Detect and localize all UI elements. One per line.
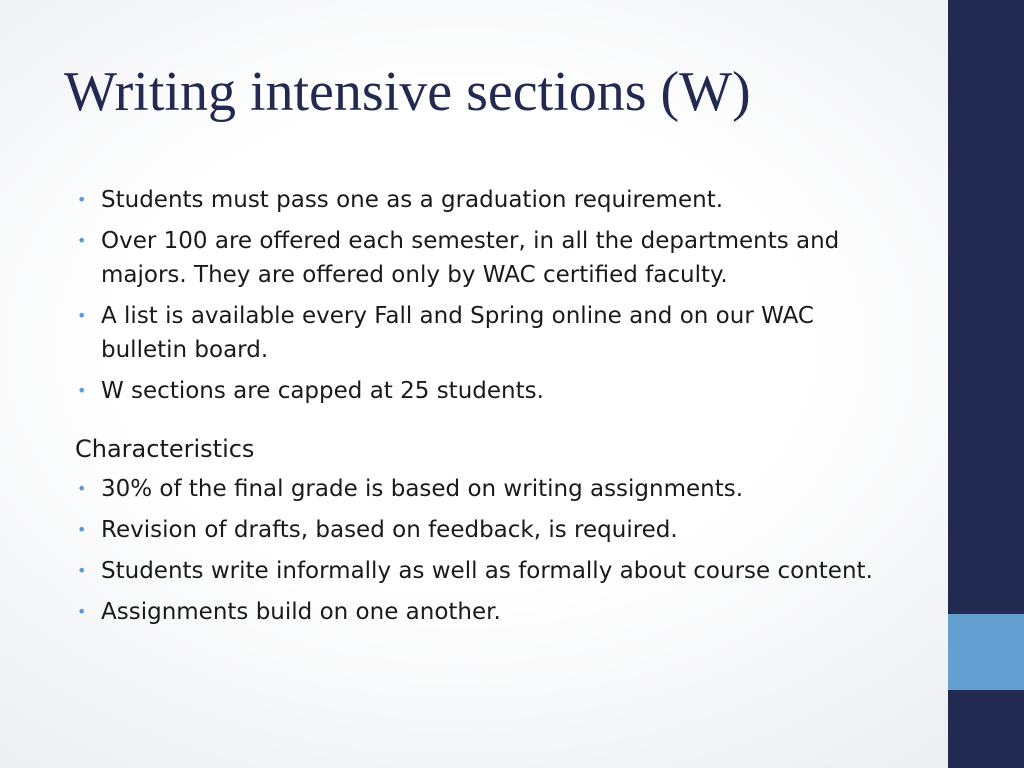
slide-title: Writing intensive sections (W): [64, 61, 751, 123]
bullet-dot-icon: •: [77, 520, 87, 539]
list-item-text: 30% of the final grade is based on writing assignments.: [101, 476, 744, 502]
slide-content: [75, 183, 895, 636]
list-item: [75, 513, 895, 547]
requirements-list: [75, 183, 895, 408]
list-item-text: Over 100 are offered each semester, in all the departments and majors. They are offered only by WAC certified faculty.: [101, 228, 840, 288]
list-item-text: Students write informally as well as formally about course content.: [101, 558, 873, 584]
bullet-dot-icon: •: [77, 561, 87, 580]
list-item-text: Students must pass one as a graduation requirement.: [101, 187, 724, 213]
list-item: [75, 472, 895, 506]
characteristics-heading: Characteristics: [75, 435, 255, 463]
list-item-text: W sections are capped at 25 students.: [101, 378, 544, 404]
bullet-dot-icon: •: [77, 602, 87, 621]
list-item-text: Assignments build on one another.: [101, 599, 501, 625]
list-item: [75, 374, 895, 408]
list-item: [75, 299, 895, 367]
list-item: [75, 554, 895, 588]
bullet-dot-icon: •: [77, 479, 87, 498]
bullet-dot-icon: •: [77, 190, 87, 209]
list-item-text: Revision of drafts, based on feedback, is required.: [101, 517, 678, 543]
bullet-dot-icon: •: [77, 231, 87, 250]
list-item: [75, 183, 895, 217]
side-accent-block: [948, 614, 1024, 690]
list-item: [75, 224, 895, 292]
characteristics-list: [75, 472, 895, 629]
list-item: [75, 595, 895, 629]
bullet-dot-icon: •: [77, 381, 87, 400]
bullet-dot-icon: •: [77, 306, 87, 325]
list-item-text: A list is available every Fall and Spring online and on our WAC bulletin board.: [101, 303, 814, 363]
